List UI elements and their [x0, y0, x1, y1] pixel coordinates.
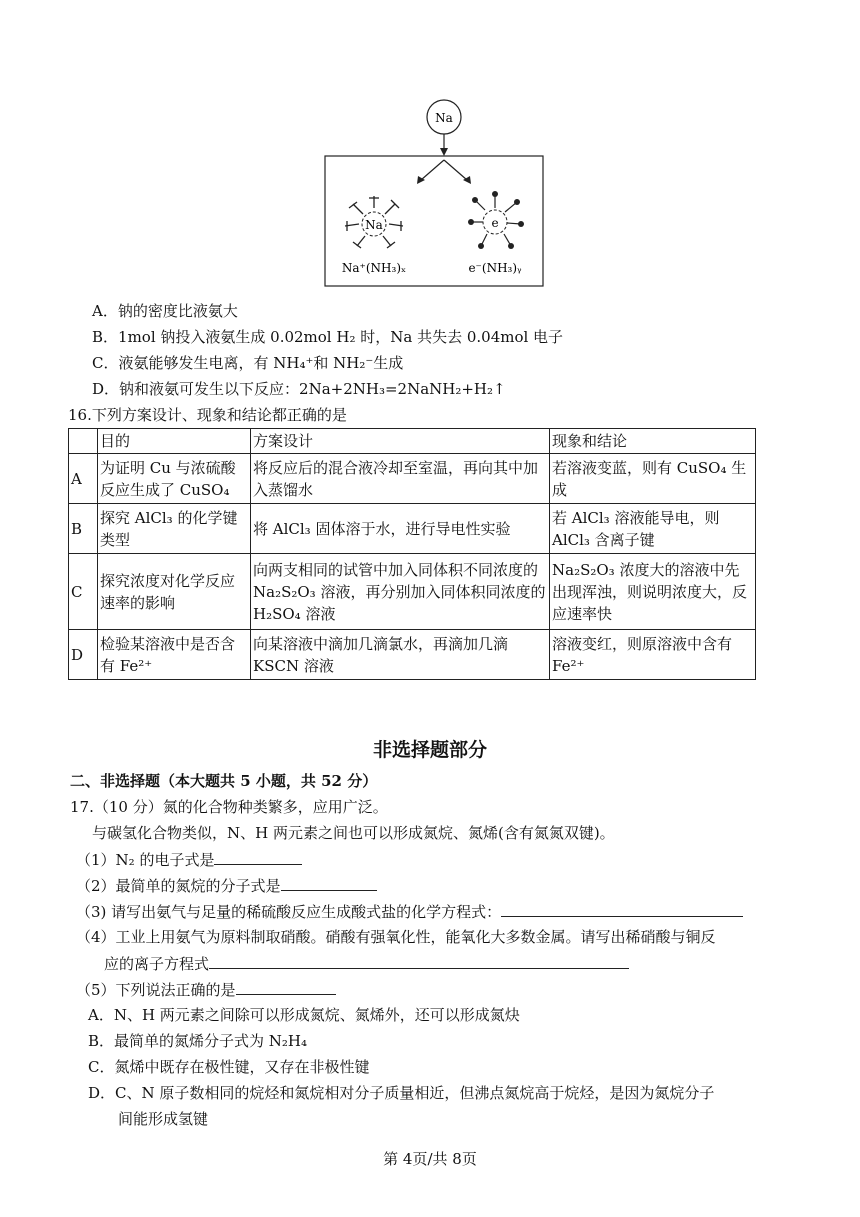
q17-sub2 — [76, 874, 377, 897]
row-purpose: 探究浓度对化学反应速率的影响 — [98, 554, 251, 630]
row-result: 若溶液变蓝，则有 CuSO₄ 生成 — [550, 454, 756, 504]
section-title: 非选择题部分 — [372, 739, 487, 761]
answer-blank[interactable] — [214, 848, 302, 865]
q17-sub4b-text: 应的离子方程式 — [104, 955, 210, 973]
row-purpose: 探究 AlCl₃ 的化学键类型 — [98, 504, 251, 554]
q16-stem: 16.下列方案设计、现象和结论都正确的是 — [68, 406, 347, 424]
row-design: 向某溶液中滴加几滴氯水，再滴加几滴 KSCN 溶液 — [251, 630, 550, 680]
q17-sub4a: （4）工业上用氨气为原料制取硝酸。硝酸有强氧化性，能氧化大多数金属。请写出稀硝酸与铜反 — [76, 928, 716, 946]
answer-blank[interactable] — [209, 952, 629, 969]
q15-option-a: A．钠的密度比液氨大 — [92, 302, 238, 320]
row-result: 若 AlCl₃ 溶液能导电，则 AlCl₃ 含离子键 — [550, 504, 756, 554]
electron-solvated-cluster — [468, 191, 524, 249]
row-label: B — [69, 504, 98, 554]
na-ammonia-diagram — [323, 96, 545, 288]
table-row — [69, 504, 756, 554]
page-footer: 第 4页/共 8页 — [383, 1150, 477, 1168]
q15-option-c: C．液氨能够发生电离，有 NH₄⁺和 NH₂⁻生成 — [92, 354, 404, 372]
table-row — [69, 554, 756, 630]
q17-option-c: C．氮烯中既存在极性键，又存在非极性键 — [88, 1058, 370, 1076]
left-caption: Na⁺(NH₃)ₓ — [341, 261, 407, 275]
q17-sub3-text: （3) 请写出氨气与足量的稀硫酸反应生成酸式盐的化学方程式： — [76, 903, 502, 921]
row-label: D — [69, 630, 98, 680]
right-caption: e⁻(NH₃)ᵧ — [468, 261, 522, 275]
q17-sub2-text: （2）最简单的氮烷的分子式是 — [76, 877, 281, 895]
na-circle-label: Na — [435, 111, 453, 125]
q17-intro: 与碳氢化合物类似，N、H 两元素之间也可以形成氮烷、氮烯(含有氮氮双键)。 — [92, 824, 615, 842]
na-solvated-cluster — [345, 196, 403, 248]
q16-table — [68, 428, 756, 680]
q17-sub1 — [76, 848, 302, 871]
q15-option-d: D．钠和液氨可发生以下反应：2Na+2NH₃=2NaNH₂+H₂↑ — [92, 380, 506, 398]
row-label: A — [69, 454, 98, 504]
q17-option-b: B．最简单的氮烯分子式为 N₂H₄ — [88, 1032, 308, 1050]
answer-blank[interactable] — [281, 874, 377, 891]
row-result: 溶液变红，则原溶液中含有 Fe²⁺ — [550, 630, 756, 680]
q17-sub4b — [104, 952, 629, 975]
row-purpose: 检验某溶液中是否含有 Fe²⁺ — [98, 630, 251, 680]
q17-sub5 — [76, 978, 336, 1001]
q17-stem: 17.（10 分）氮的化合物种类繁多，应用广泛。 — [70, 798, 388, 816]
table-header-cell: 目的 — [98, 429, 251, 454]
na-ion-label: Na — [365, 218, 383, 232]
row-design: 将 AlCl₃ 固体溶于水，进行导电性实验 — [251, 504, 550, 554]
row-design: 将反应后的混合液冷却至室温，再向其中加入蒸馏水 — [251, 454, 550, 504]
table-header-cell: 方案设计 — [251, 429, 550, 454]
table-header-row — [69, 429, 756, 454]
table-header-cell: 现象和结论 — [550, 429, 756, 454]
q15-option-b: B．1mol 钠投入液氨生成 0.02mol H₂ 时，Na 共失去 0.04mol 电子 — [92, 328, 564, 346]
part2-heading: 二、非选择题（本大题共 5 小题，共 52 分） — [70, 772, 378, 790]
q17-sub1-text: （1）N₂ 的电子式是 — [76, 851, 215, 869]
row-purpose: 为证明 Cu 与浓硫酸反应生成了 CuSO₄ — [98, 454, 251, 504]
q17-option-d-cont: 间能形成氢键 — [118, 1110, 209, 1128]
q17-option-d: D．C、N 原子数相同的烷烃和氮烷相对分子质量相近，但沸点氮烷高于烷烃，是因为氮烷分子 — [88, 1084, 715, 1102]
diagram-svg — [323, 96, 545, 288]
electron-label: e — [491, 216, 499, 230]
answer-blank[interactable] — [236, 978, 336, 995]
table-header-cell — [69, 429, 98, 454]
answer-blank[interactable] — [501, 900, 743, 917]
table-row — [69, 630, 756, 680]
q17-option-a: A．N、H 两元素之间除可以形成氮烷、氮烯外，还可以形成氮炔 — [88, 1006, 520, 1024]
row-design: 向两支相同的试管中加入同体积不同浓度的 Na₂S₂O₃ 溶液，再分别加入同体积同浓度的 H₂SO₄ 溶液 — [251, 554, 550, 630]
q17-sub5-text: （5）下列说法正确的是 — [76, 981, 236, 999]
q17-sub3 — [76, 900, 743, 923]
row-label: C — [69, 554, 98, 630]
table-row — [69, 454, 756, 504]
row-result: Na₂S₂O₃ 浓度大的溶液中先出现浑浊，则说明浓度大，反应速率快 — [550, 554, 756, 630]
